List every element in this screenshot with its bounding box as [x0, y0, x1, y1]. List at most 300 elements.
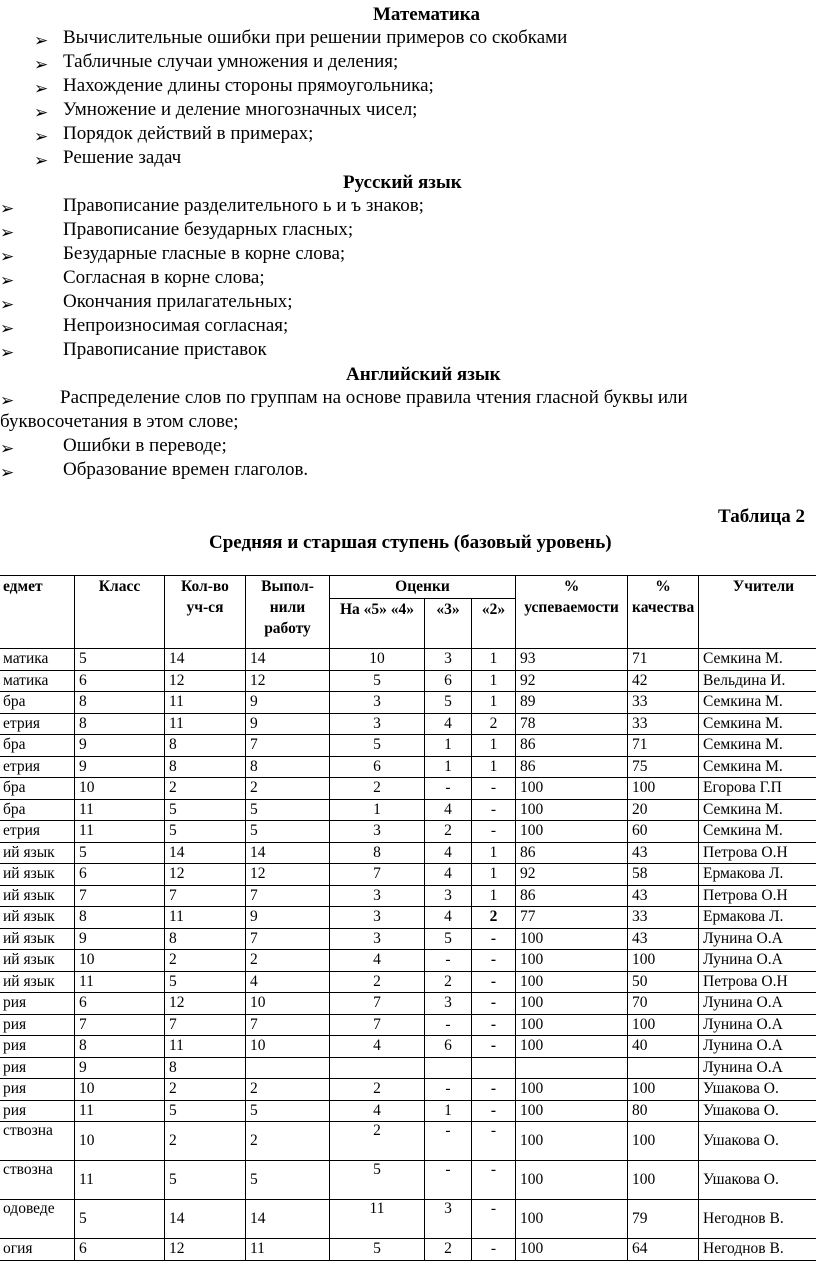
cell-count: 2: [165, 1122, 246, 1161]
cell-grade-5-4: 5: [330, 735, 425, 757]
cell-subject: етрия: [0, 713, 75, 735]
table-row: [0, 864, 816, 886]
header-grade-2: «2»: [472, 598, 516, 648]
math-title: Математика: [373, 4, 480, 25]
cell-count: 12: [165, 670, 246, 692]
cell-done: 2: [246, 1122, 330, 1161]
english-title: Английский язык: [346, 364, 501, 385]
cell-grade-3: 2: [425, 821, 472, 843]
cell-teacher: Семкина М.: [699, 649, 816, 671]
cell-quality: 43: [628, 928, 699, 950]
cell-grade-3: -: [425, 1014, 472, 1036]
cell-count: 5: [165, 1161, 246, 1200]
table-row: [0, 842, 816, 864]
cell-grade-5-4: 2: [330, 1122, 425, 1161]
cell-quality: 33: [628, 692, 699, 714]
cell-success: 100: [516, 1239, 628, 1261]
cell-class: 6: [75, 670, 165, 692]
cell-grade-3: 4: [425, 713, 472, 735]
cell-done: 7: [246, 885, 330, 907]
cell-grade-2: 1: [472, 649, 516, 671]
cell-subject: рия: [0, 1100, 75, 1122]
cell-grade-3: 3: [425, 885, 472, 907]
cell-grade-3: 6: [425, 670, 472, 692]
cell-grade-5-4: 1: [330, 799, 425, 821]
table-row: [0, 713, 816, 735]
cell-teacher: Ушакова О.: [699, 1079, 816, 1101]
cell-done: 7: [246, 735, 330, 757]
header-success: % успеваемости: [516, 576, 628, 649]
table-row: [0, 1036, 816, 1058]
cell-count: 2: [165, 778, 246, 800]
cell-teacher: Вельдина И.: [699, 670, 816, 692]
cell-teacher: Семкина М.: [699, 735, 816, 757]
cell-teacher: Лунина О.А: [699, 928, 816, 950]
cell-grade-3: 4: [425, 907, 472, 929]
cell-grade-2: -: [472, 1122, 516, 1161]
cell-count: 14: [165, 649, 246, 671]
cell-success: 92: [516, 670, 628, 692]
cell-class: 8: [75, 713, 165, 735]
table-row: [0, 1100, 816, 1122]
cell-teacher: Петрова О.Н: [699, 842, 816, 864]
table-row: [0, 1161, 816, 1200]
cell-grade-5-4: 3: [330, 928, 425, 950]
cell-grade-5-4: [330, 1057, 425, 1079]
cell-done: 14: [246, 842, 330, 864]
cell-class: 8: [75, 907, 165, 929]
table-body: [0, 649, 816, 1261]
cell-count: 5: [165, 971, 246, 993]
table-row: [0, 649, 816, 671]
cell-done: 5: [246, 1161, 330, 1200]
list-item: Образование времен глаголов.: [63, 459, 309, 480]
cell-count: 2: [165, 950, 246, 972]
cell-subject: рия: [0, 1014, 75, 1036]
cell-subject: матика: [0, 670, 75, 692]
cell-class: 10: [75, 1079, 165, 1101]
results-table: [0, 575, 816, 1261]
cell-subject: ий язык: [0, 971, 75, 993]
cell-subject: ий язык: [0, 885, 75, 907]
arrow-bullet-icon: ➢: [0, 439, 15, 458]
cell-done: [246, 1057, 330, 1079]
cell-subject: ий язык: [0, 950, 75, 972]
cell-grade-3: 6: [425, 1036, 472, 1058]
cell-teacher: Егорова Г.П: [699, 778, 816, 800]
cell-subject: огия: [0, 1239, 75, 1261]
table-row: [0, 821, 816, 843]
cell-quality: 58: [628, 864, 699, 886]
table-row: [0, 885, 816, 907]
header-count: Кол-во уч-ся: [165, 576, 246, 649]
arrow-bullet-icon: ➢: [0, 199, 15, 218]
cell-done: 12: [246, 864, 330, 886]
list-item: Табличные случаи умножения и деления;: [63, 51, 399, 72]
cell-quality: 20: [628, 799, 699, 821]
cell-success: 86: [516, 885, 628, 907]
cell-subject: рия: [0, 1036, 75, 1058]
cell-teacher: Негоднов В.: [699, 1200, 816, 1239]
cell-class: 11: [75, 1161, 165, 1200]
cell-count: 8: [165, 1057, 246, 1079]
cell-grade-5-4: 7: [330, 1014, 425, 1036]
cell-grade-2: 1: [472, 864, 516, 886]
arrow-bullet-icon: ➢: [34, 55, 49, 74]
cell-grade-5-4: 2: [330, 971, 425, 993]
cell-done: 9: [246, 692, 330, 714]
cell-subject: етрия: [0, 756, 75, 778]
cell-quality: 100: [628, 1079, 699, 1101]
cell-teacher: Ермакова Л.: [699, 864, 816, 886]
cell-done: 9: [246, 907, 330, 929]
cell-success: 100: [516, 971, 628, 993]
cell-class: 5: [75, 842, 165, 864]
cell-quality: 100: [628, 1014, 699, 1036]
cell-grade-2: -: [472, 1079, 516, 1101]
cell-grade-3: 2: [425, 1239, 472, 1261]
cell-quality: 40: [628, 1036, 699, 1058]
cell-grade-2: -: [472, 1161, 516, 1200]
cell-quality: 71: [628, 649, 699, 671]
list-item: Безударные гласные в корне слова;: [63, 243, 346, 264]
cell-class: 9: [75, 756, 165, 778]
cell-class: 6: [75, 993, 165, 1015]
arrow-bullet-icon: ➢: [34, 127, 49, 146]
cell-subject: рия: [0, 993, 75, 1015]
cell-grade-5-4: 3: [330, 821, 425, 843]
cell-teacher: Лунина О.А: [699, 950, 816, 972]
cell-quality: 71: [628, 735, 699, 757]
table-label: Таблица 2: [718, 506, 806, 527]
cell-quality: [628, 1057, 699, 1079]
cell-grade-2: 1: [472, 756, 516, 778]
cell-quality: 43: [628, 885, 699, 907]
list-item-continuation: буквосочетания в этом слове;: [0, 411, 239, 432]
cell-teacher: Петрова О.Н: [699, 971, 816, 993]
cell-success: 89: [516, 692, 628, 714]
cell-count: 2: [165, 1079, 246, 1101]
cell-count: 5: [165, 1100, 246, 1122]
cell-class: 7: [75, 885, 165, 907]
cell-quality: 33: [628, 713, 699, 735]
arrow-bullet-icon: ➢: [34, 103, 49, 122]
cell-subject: етрия: [0, 821, 75, 843]
cell-quality: 50: [628, 971, 699, 993]
cell-grade-2: -: [472, 1100, 516, 1122]
cell-count: 8: [165, 735, 246, 757]
cell-count: 14: [165, 1200, 246, 1239]
arrow-bullet-icon: ➢: [0, 295, 15, 314]
cell-grade-5-4: 3: [330, 885, 425, 907]
cell-grade-2: -: [472, 993, 516, 1015]
cell-teacher: Лунина О.А: [699, 1014, 816, 1036]
cell-grade-3: 1: [425, 756, 472, 778]
cell-class: 6: [75, 1239, 165, 1261]
header-quality: % качества: [628, 576, 699, 649]
cell-success: 100: [516, 1122, 628, 1161]
arrow-bullet-icon: ➢: [0, 391, 15, 410]
cell-count: 12: [165, 993, 246, 1015]
table-row: [0, 799, 816, 821]
russian-title: Русский язык: [343, 172, 462, 193]
arrow-bullet-icon: ➢: [0, 271, 15, 290]
cell-grade-5-4: 4: [330, 950, 425, 972]
cell-grade-5-4: 5: [330, 1239, 425, 1261]
list-item: Ошибки в переводе;: [63, 435, 227, 456]
cell-quality: 43: [628, 842, 699, 864]
cell-grade-2: -: [472, 1239, 516, 1261]
cell-count: 12: [165, 864, 246, 886]
cell-grade-2: -: [472, 1200, 516, 1239]
list-item: Правописание приставок: [63, 339, 267, 360]
cell-success: 86: [516, 842, 628, 864]
cell-grade-2: -: [472, 778, 516, 800]
cell-success: 100: [516, 950, 628, 972]
cell-teacher: Ушакова О.: [699, 1100, 816, 1122]
cell-grade-3: 3: [425, 649, 472, 671]
list-item: Правописание разделительного ь и ъ знаков;: [63, 195, 424, 216]
cell-grade-5-4: 4: [330, 1036, 425, 1058]
cell-grade-2: -: [472, 799, 516, 821]
cell-count: 8: [165, 756, 246, 778]
cell-teacher: Семкина М.: [699, 692, 816, 714]
cell-class: 10: [75, 1122, 165, 1161]
table-row: [0, 670, 816, 692]
cell-grade-2: 1: [472, 735, 516, 757]
cell-subject: рия: [0, 1057, 75, 1079]
table-row: [0, 1057, 816, 1079]
cell-grade-5-4: 3: [330, 713, 425, 735]
cell-grade-3: 1: [425, 735, 472, 757]
cell-count: 11: [165, 713, 246, 735]
cell-count: 5: [165, 799, 246, 821]
cell-grade-2: [472, 1057, 516, 1079]
arrow-bullet-icon: ➢: [0, 463, 15, 482]
cell-grade-5-4: 3: [330, 907, 425, 929]
header-subject: едмет: [0, 576, 75, 649]
cell-done: 12: [246, 670, 330, 692]
cell-grade-3: 5: [425, 928, 472, 950]
cell-grade-2: 1: [472, 692, 516, 714]
cell-grade-3: -: [425, 950, 472, 972]
cell-teacher: Негоднов В.: [699, 1239, 816, 1261]
cell-grade-5-4: 7: [330, 993, 425, 1015]
cell-count: 11: [165, 1036, 246, 1058]
list-item: Вычислительные ошибки при решении примеров со скобками: [63, 27, 568, 48]
header-grades: Оценки: [330, 576, 516, 599]
cell-grade-5-4: 4: [330, 1100, 425, 1122]
cell-done: 9: [246, 713, 330, 735]
cell-class: 11: [75, 799, 165, 821]
cell-done: 5: [246, 799, 330, 821]
cell-grade-2: -: [472, 950, 516, 972]
cell-success: [516, 1057, 628, 1079]
cell-done: 7: [246, 1014, 330, 1036]
table-title: Средняя и старшая ступень (базовый уровень): [209, 532, 612, 553]
cell-subject: ий язык: [0, 842, 75, 864]
cell-quality: 70: [628, 993, 699, 1015]
cell-teacher: Семкина М.: [699, 821, 816, 843]
cell-grade-2: 1: [472, 842, 516, 864]
cell-done: 11: [246, 1239, 330, 1261]
cell-teacher: Ушакова О.: [699, 1122, 816, 1161]
cell-subject: одоведе: [0, 1200, 75, 1239]
cell-grade-3: 4: [425, 864, 472, 886]
list-item: Согласная в корне слова;: [63, 267, 265, 288]
cell-grade-5-4: 3: [330, 692, 425, 714]
list-item: Распределение слов по группам на основе правила чтения гласной буквы или: [60, 387, 688, 408]
cell-success: 100: [516, 799, 628, 821]
cell-subject: матика: [0, 649, 75, 671]
cell-subject: ий язык: [0, 907, 75, 929]
cell-done: 2: [246, 778, 330, 800]
cell-success: 100: [516, 928, 628, 950]
cell-subject: ий язык: [0, 864, 75, 886]
cell-grade-5-4: 2: [330, 1079, 425, 1101]
cell-class: 11: [75, 821, 165, 843]
cell-count: 5: [165, 821, 246, 843]
cell-grade-3: 5: [425, 692, 472, 714]
cell-grade-3: 3: [425, 993, 472, 1015]
cell-quality: 100: [628, 1161, 699, 1200]
cell-grade-3: 1: [425, 1100, 472, 1122]
header-teacher: Учители: [699, 576, 816, 649]
cell-grade-3: 4: [425, 799, 472, 821]
cell-class: 5: [75, 649, 165, 671]
cell-grade-3: 4: [425, 842, 472, 864]
cell-subject: рия: [0, 1079, 75, 1101]
cell-success: 100: [516, 1014, 628, 1036]
table-row: [0, 1239, 816, 1261]
table-row: [0, 971, 816, 993]
cell-quality: 100: [628, 778, 699, 800]
header-class: Класс: [75, 576, 165, 649]
cell-grade-2: -: [472, 1014, 516, 1036]
cell-teacher: Семкина М.: [699, 756, 816, 778]
cell-grade-2: -: [472, 928, 516, 950]
arrow-bullet-icon: ➢: [0, 319, 15, 338]
cell-count: 7: [165, 1014, 246, 1036]
cell-success: 86: [516, 756, 628, 778]
list-item: Умножение и деление многозначных чисел;: [63, 99, 418, 120]
table-row: [0, 1079, 816, 1101]
cell-class: 9: [75, 1057, 165, 1079]
cell-grade-2: -: [472, 971, 516, 993]
cell-subject: бра: [0, 735, 75, 757]
cell-quality: 42: [628, 670, 699, 692]
cell-subject: ий язык: [0, 928, 75, 950]
list-item: Непроизносимая согласная;: [63, 315, 289, 336]
cell-success: 100: [516, 1100, 628, 1122]
cell-success: 100: [516, 1200, 628, 1239]
table-row: [0, 778, 816, 800]
table-row: [0, 907, 816, 929]
table-row: [0, 1014, 816, 1036]
cell-subject: бра: [0, 799, 75, 821]
cell-done: 10: [246, 993, 330, 1015]
cell-class: 7: [75, 1014, 165, 1036]
cell-grade-5-4: 6: [330, 756, 425, 778]
cell-grade-5-4: 11: [330, 1200, 425, 1239]
cell-quality: 60: [628, 821, 699, 843]
list-item: Порядок действий в примерах;: [63, 123, 314, 144]
cell-teacher: Ушакова О.: [699, 1161, 816, 1200]
cell-class: 6: [75, 864, 165, 886]
cell-success: 86: [516, 735, 628, 757]
cell-done: 2: [246, 1079, 330, 1101]
cell-teacher: Семкина М.: [699, 799, 816, 821]
cell-done: 7: [246, 928, 330, 950]
cell-class: 10: [75, 778, 165, 800]
cell-quality: 79: [628, 1200, 699, 1239]
cell-count: 12: [165, 1239, 246, 1261]
cell-subject: бра: [0, 778, 75, 800]
list-item: Нахождение длины стороны прямоугольника;: [63, 75, 434, 96]
cell-class: 11: [75, 971, 165, 993]
cell-teacher: Лунина О.А: [699, 1036, 816, 1058]
cell-teacher: Семкина М.: [699, 713, 816, 735]
cell-success: 100: [516, 1161, 628, 1200]
cell-done: 10: [246, 1036, 330, 1058]
cell-quality: 100: [628, 1122, 699, 1161]
cell-count: 11: [165, 907, 246, 929]
cell-class: 9: [75, 928, 165, 950]
cell-teacher: Петрова О.Н: [699, 885, 816, 907]
cell-grade-3: 3: [425, 1200, 472, 1239]
cell-grade-2: 2: [472, 713, 516, 735]
cell-grade-5-4: 5: [330, 670, 425, 692]
table-row: [0, 756, 816, 778]
cell-grade-3: 2: [425, 971, 472, 993]
cell-grade-3: -: [425, 1161, 472, 1200]
cell-success: 100: [516, 1036, 628, 1058]
arrow-bullet-icon: ➢: [0, 247, 15, 266]
arrow-bullet-icon: ➢: [34, 31, 49, 50]
cell-teacher: Ермакова Л.: [699, 907, 816, 929]
cell-teacher: Лунина О.А: [699, 1057, 816, 1079]
cell-class: 9: [75, 735, 165, 757]
table-row: [0, 950, 816, 972]
cell-quality: 100: [628, 950, 699, 972]
table-row: [0, 692, 816, 714]
cell-grade-3: -: [425, 1122, 472, 1161]
cell-grade-2: 2: [472, 907, 516, 929]
cell-grade-5-4: 2: [330, 778, 425, 800]
cell-grade-5-4: 5: [330, 1161, 425, 1200]
arrow-bullet-icon: ➢: [34, 151, 49, 170]
list-item: Решение задач: [63, 147, 182, 168]
cell-subject: ствозна: [0, 1122, 75, 1161]
table-row: [0, 928, 816, 950]
cell-class: 8: [75, 1036, 165, 1058]
cell-done: 4: [246, 971, 330, 993]
cell-grade-2: 1: [472, 670, 516, 692]
cell-quality: 80: [628, 1100, 699, 1122]
cell-grade-5-4: 8: [330, 842, 425, 864]
cell-done: 2: [246, 950, 330, 972]
cell-grade-2: -: [472, 1036, 516, 1058]
cell-grade-3: -: [425, 778, 472, 800]
cell-success: 78: [516, 713, 628, 735]
cell-count: 8: [165, 928, 246, 950]
cell-grade-3: [425, 1057, 472, 1079]
cell-success: 100: [516, 821, 628, 843]
cell-success: 93: [516, 649, 628, 671]
cell-done: 5: [246, 821, 330, 843]
cell-done: 14: [246, 1200, 330, 1239]
cell-subject: бра: [0, 692, 75, 714]
